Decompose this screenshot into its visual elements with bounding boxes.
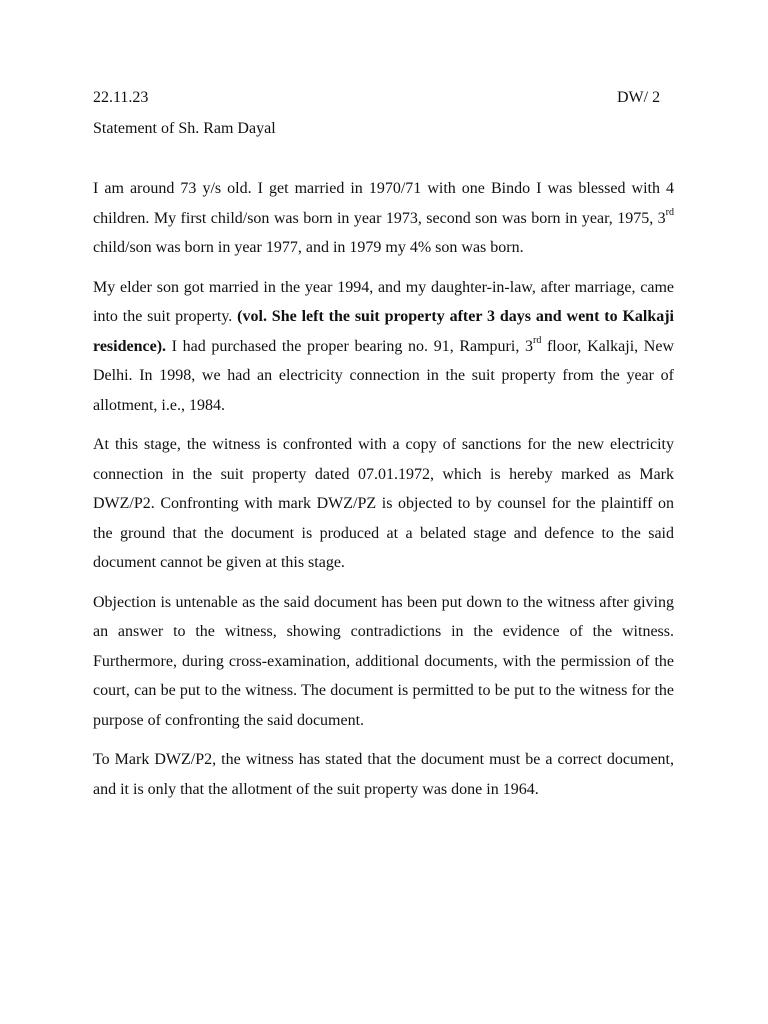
paragraph-2-volunteered-statement: (vol. She left the suit property after 3 days and went to Kalkaji residence). <box>93 308 675 355</box>
witness-id: DW/ 2 <box>617 89 661 106</box>
paragraph-1-text-a: I am around 73 y/s old. I get married in 1970/71 with one Bindo I was blessed with 4 children. My first child/son was born in year 1973, second son was born in year, 1975, 3 <box>93 180 674 227</box>
paragraph-2-text-b: I had purchased the proper bearing no. 91, Rampuri, 3 <box>166 337 533 355</box>
paragraph-1 <box>93 174 674 263</box>
paragraph-2-text-c: floor, Kalkaji, New Delhi. In 1998, we had an electricity connection in the suit property from the year of allotment, i.e., 1984. <box>93 337 675 414</box>
document-page <box>93 87 674 804</box>
paragraph-2 <box>93 273 674 421</box>
paragraph-3: At this stage, the witness is confronted with a copy of sanctions for the new electricity connection in the suit property dated 07.01.1972, which is hereby marked as Mark DWZ/P2. Confronting with mark DWZ/PZ is objected to by counsel for the plaintiff on the ground that the document is produced at a belated stage and defence to the said document cannot be given at this stage. <box>93 436 674 571</box>
paragraph-5: To Mark DWZ/P2, the witness has stated that the document must be a correct document, and it is only that the allotment of the suit property was done in 1964. <box>93 751 674 798</box>
paragraph-2-ordinal-suffix: rd <box>532 335 542 347</box>
paragraph-1-text-b: child/son was born in year 1977, and in 1979 my 4% son was born. <box>93 239 524 256</box>
statement-date: 22.11.23 <box>93 89 149 106</box>
paragraph-4: Objection is untenable as the said document has been put down to the witness after giving an answer to the witness, showing contradictions in the evidence of the witness. Furthermore, during cross-examination, additional documents, with the permission of the court, can be put to the witness. The document is permitted to be put to the witness for the purpose of confronting the said document. <box>93 593 674 729</box>
document-header <box>93 87 674 109</box>
statement-title: Statement of Sh. Ram Dayal <box>93 120 276 137</box>
statement-body <box>93 174 674 804</box>
paragraph-1-ordinal-suffix: rd <box>665 207 674 219</box>
paragraph-2-text-a: My elder son got married in the year 1994, and my daughter-in-law, after marriage, came into the suit property. <box>93 278 674 325</box>
